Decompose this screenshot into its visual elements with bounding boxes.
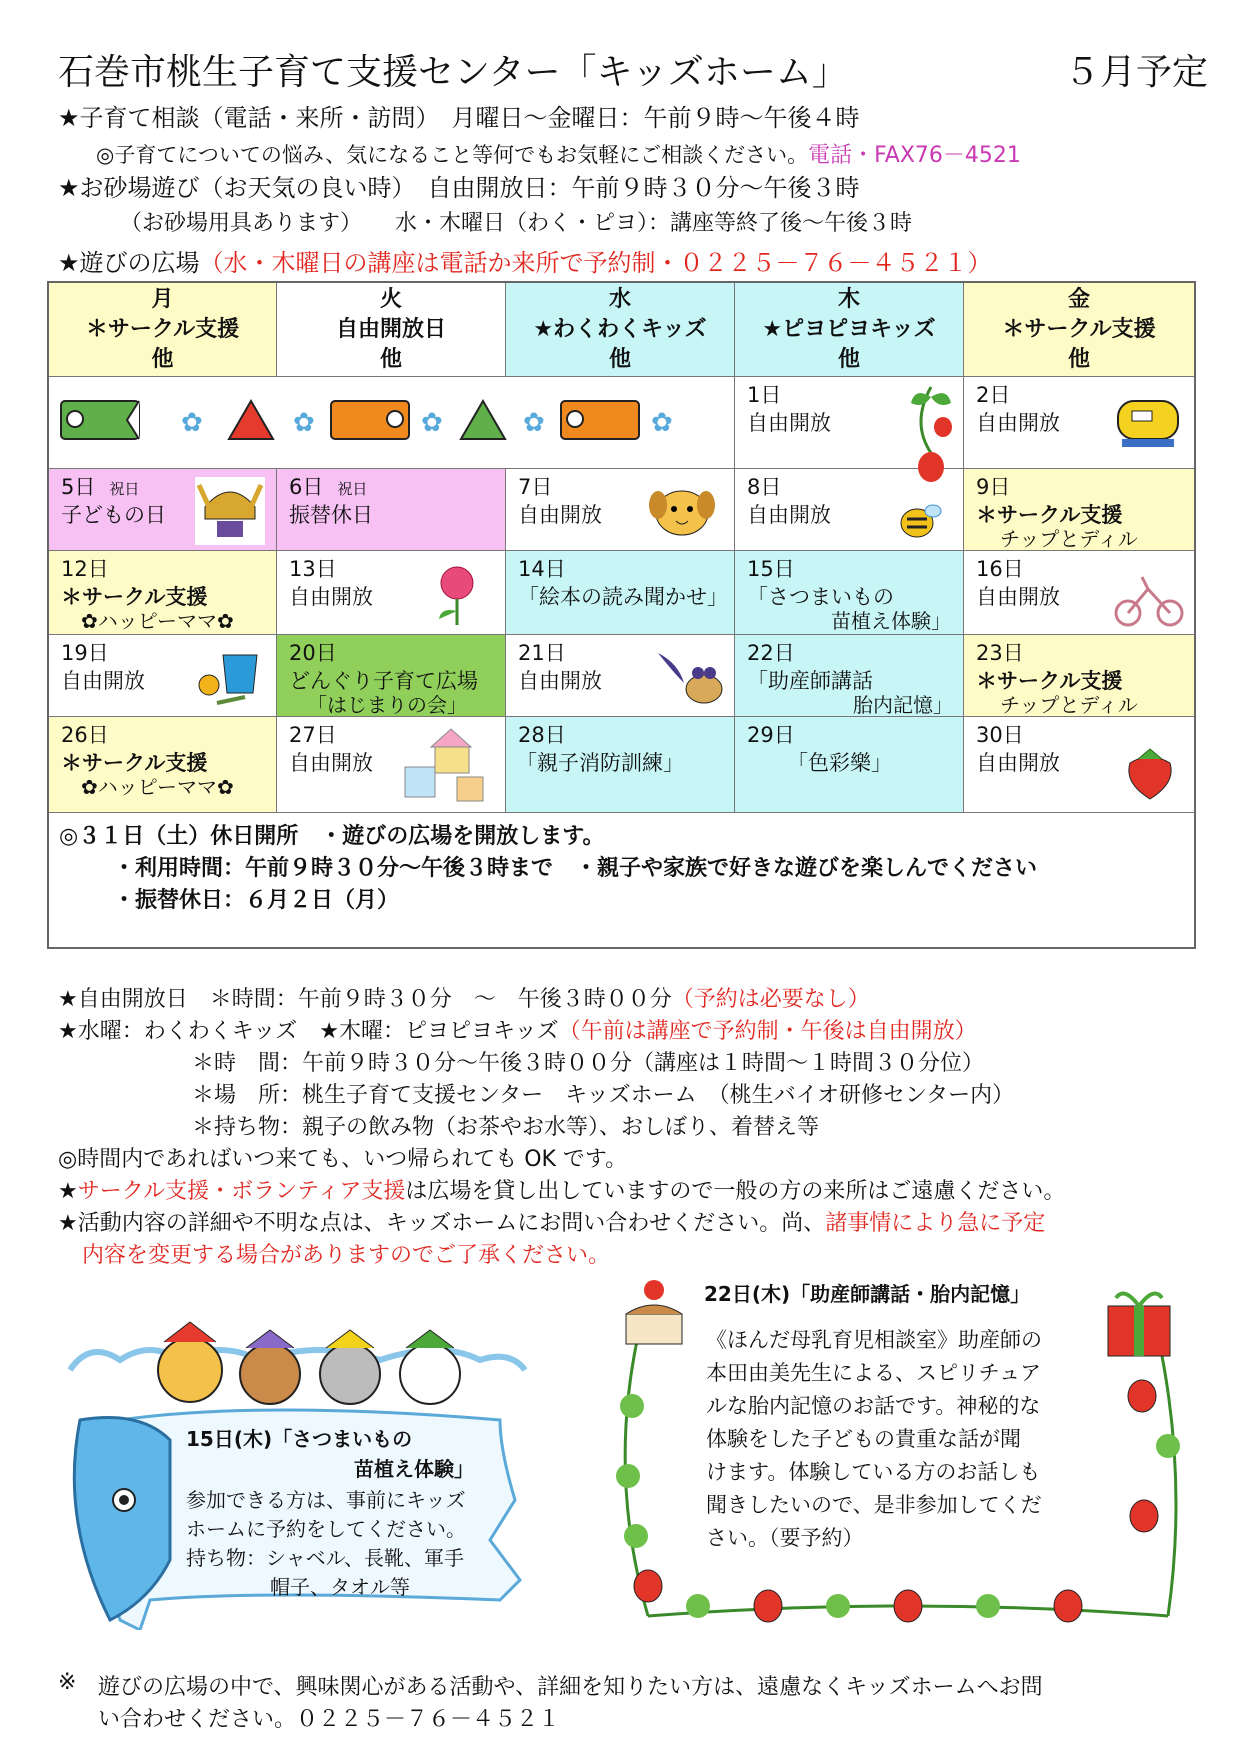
date: 13日	[289, 557, 337, 581]
day-6	[277, 469, 506, 551]
note-kids-programs: ★水曜：わくわくキッズ ★木曜：ピヨピヨキッズ（午前は講座で予約制・午後は自由開放）	[58, 1019, 977, 1044]
header-monday	[49, 283, 277, 377]
day-9	[964, 469, 1194, 551]
center-name: 石巻市桃生子育て支援センター「キッズホーム」	[58, 52, 848, 93]
calendar	[47, 281, 1196, 949]
playground-line	[58, 243, 992, 278]
event: 自由開放	[61, 669, 145, 693]
potato-event-items: 持ち物：シャベル、長靴、軍手	[186, 1546, 464, 1570]
day-29	[735, 717, 964, 813]
midwife-event-line-3: ルな胎内記憶のお話です。神秘的な	[706, 1394, 1041, 1418]
footer-line-2: い合わせください。０２２５－７６－４５２１	[98, 1707, 561, 1732]
day-30	[964, 717, 1194, 813]
date: 27日	[289, 723, 337, 747]
animal-characters-icon	[158, 1322, 460, 1404]
event: 自由開放	[976, 751, 1060, 775]
date: 14日	[518, 557, 566, 581]
samurai-helmet-icon	[195, 477, 265, 545]
date: 28日	[518, 723, 566, 747]
note-circle-support: ★サークル支援・ボランティア支援は広場を貸し出していますので一般の方の来所はご遠慮ください。	[58, 1179, 1066, 1204]
svg-text:✿: ✿	[651, 408, 673, 438]
midwife-event-line-6: 聞きしたいので、是非参加してくだ	[706, 1493, 1042, 1517]
day-other: 他	[151, 347, 174, 372]
day-27	[277, 717, 506, 813]
event: 「さつまいもの	[747, 585, 894, 609]
event: 振替休日	[289, 503, 373, 527]
event-detail: 「はじまりの会」	[307, 693, 467, 717]
potato-event-line-1: 参加できる方は、事前にキッズ	[186, 1488, 466, 1512]
sandbox-line: ★お砂場遊び（お天気の良い時） 自由開放日：午前９時３０分～午後３時	[58, 174, 860, 202]
date: 6日 祝日	[289, 475, 368, 499]
event: 自由開放	[518, 669, 602, 693]
event: 自由開放	[976, 411, 1060, 435]
svg-text:✿: ✿	[181, 408, 203, 438]
date: 12日	[61, 557, 109, 581]
event: 子どもの日	[61, 503, 166, 527]
day-2	[964, 377, 1194, 469]
header-tuesday	[277, 283, 506, 377]
day-5	[49, 469, 277, 551]
svg-text:✿: ✿	[293, 408, 315, 438]
train-icon	[1112, 389, 1184, 453]
date: 21日	[518, 641, 566, 665]
day-22	[735, 635, 964, 717]
potato-event-title-2: 苗植え体験」	[354, 1457, 474, 1481]
consult-line: ★子育て相談（電話・来所・訪問） 月曜日～金曜日：午前９時～午後４時	[58, 104, 860, 132]
day-label: 火	[379, 287, 402, 312]
header-wednesday	[506, 283, 735, 377]
date: 23日	[976, 641, 1024, 665]
date: 2日	[976, 383, 1011, 407]
day-theme: ★ピヨピヨキッズ	[762, 317, 936, 342]
day-20	[277, 635, 506, 717]
day-other: 他	[608, 347, 631, 372]
midwife-event-line-5: けます。体験している方のお話しも	[706, 1460, 1041, 1484]
event: 自由開放	[518, 503, 602, 527]
midwife-event-line-2: 本田由美先生による、スピリチュア	[706, 1361, 1041, 1385]
event: 「助産師講話	[747, 669, 873, 693]
puppy-icon	[646, 479, 720, 541]
strawberry-icon	[1122, 743, 1178, 803]
event: 自由開放	[747, 503, 831, 527]
midwife-event-line-1: 《ほんだ母乳育児相談室》助産師の	[706, 1328, 1042, 1352]
playground-label: ★遊びの広場	[58, 249, 200, 277]
bee-icon	[895, 499, 945, 543]
event-detail: ✿ハッピーママ✿	[81, 609, 234, 633]
blocks-icon	[401, 725, 499, 809]
day-16	[964, 551, 1194, 635]
event: ＊サークル支援	[61, 751, 208, 775]
date: 8日	[747, 475, 782, 499]
date: 5日 祝日	[61, 475, 140, 499]
date: 7日	[518, 475, 553, 499]
event: ＊サークル支援	[61, 585, 208, 609]
event-detail: 胎内記憶」	[853, 693, 953, 717]
header-thursday	[735, 283, 964, 377]
day-28	[506, 717, 735, 813]
day-label: 金	[1067, 287, 1090, 312]
day-other: 他	[379, 347, 402, 372]
note-free-open: ★自由開放日 ＊時間：午前９時３０分 ～ 午後３時００分（予約は必要なし）	[58, 987, 870, 1012]
day-theme: ＊サークル支援	[1002, 317, 1156, 342]
swallow-nest-icon	[654, 643, 726, 713]
note-time: ＊時 間：午前９時３０分～午後３時００分（講座は１時間～１時間３０分位）	[192, 1051, 985, 1076]
month-plan: ５月予定	[1064, 52, 1209, 93]
day-21	[506, 635, 735, 717]
svg-text:✿: ✿	[421, 408, 443, 438]
note-inquiry: ★活動内容の詳細や不明な点は、キッズホームにお問い合わせください。尚、諸事情により急に予定	[58, 1211, 1046, 1236]
potato-event-title-1: 15日(木)「さつまいもの	[186, 1427, 413, 1451]
day-14	[506, 551, 735, 635]
reservation-note: （水・木曜日の講座は電話か来所で予約制・０２２５－７６－４５２１）	[199, 249, 992, 277]
substitute-holiday-note: ・振替休日：６月２日（月）	[113, 888, 400, 913]
date: 9日	[976, 475, 1011, 499]
midwife-event-line-7: さい。（要予約）	[706, 1526, 864, 1550]
date: 1日	[747, 383, 782, 407]
note-items: ＊持ち物：親子の飲み物（お茶やお水等）、おしぼり、着替え等	[192, 1115, 820, 1140]
event: 「親子消防訓練」	[516, 751, 684, 775]
day-7	[506, 469, 735, 551]
footer-mark: ※	[58, 1670, 77, 1695]
event: 自由開放	[976, 585, 1060, 609]
day-theme: 自由開放日	[335, 317, 446, 342]
date: 22日	[747, 641, 795, 665]
day-theme: ＊サークル支援	[85, 317, 240, 342]
event-detail: チップとディル	[1000, 693, 1138, 717]
event: 「色彩樂」	[787, 751, 892, 775]
cake-icon	[626, 1280, 682, 1344]
date: 16日	[976, 557, 1024, 581]
footer-line-1: 遊びの広場の中で、興味関心がある活動や、詳細を知りたい方は、遠慮なくキッズホームへお問	[98, 1675, 1043, 1700]
koinobori-banner	[49, 377, 735, 469]
event-detail: ✿ハッピーママ✿	[81, 775, 234, 799]
sandbox-note: （お砂場用具あります） 水・木曜日（わく・ピヨ）：講座等終了後～午後３時	[120, 211, 913, 236]
event: どんぐり子育て広場	[289, 669, 478, 693]
date: 29日	[747, 723, 795, 747]
event: 「絵本の読み聞かせ」	[518, 585, 728, 609]
open-day-note: ◎３１日（土）休日開所 ・遊びの広場を開放します。	[59, 824, 605, 849]
event-detail: 苗植え体験」	[831, 609, 951, 633]
day-other: 他	[1067, 347, 1090, 372]
day-label: 月	[151, 287, 174, 312]
event: ＊サークル支援	[976, 669, 1123, 693]
tricycle-icon	[1114, 569, 1184, 629]
day-15	[735, 551, 964, 635]
day-label: 水	[608, 287, 631, 312]
consult-note	[96, 138, 1021, 169]
day-label: 木	[837, 287, 860, 312]
day-12	[49, 551, 277, 635]
sand-bucket-icon	[195, 645, 267, 711]
day-19	[49, 635, 277, 717]
date: 19日	[61, 641, 109, 665]
event: 自由開放	[289, 585, 373, 609]
event: 自由開放	[289, 751, 373, 775]
date: 26日	[61, 723, 109, 747]
event-detail: チップとディル	[1000, 527, 1138, 551]
note-anytime: ◎時間内であればいつ来ても、いつ帰られても OK です。	[58, 1147, 628, 1172]
holiday-mark: 祝日	[109, 480, 140, 498]
potato-event-line-2: ホームに予約をしてください。	[186, 1517, 466, 1541]
note-change-warning: 内容を変更する場合がありますのでご了承ください。	[82, 1243, 611, 1268]
midwife-event-title: 22日(木)「助産師講話・胎内記憶」	[704, 1282, 1031, 1306]
gift-box-icon	[1108, 1294, 1170, 1357]
potato-event-items-2: 帽子、タオル等	[270, 1575, 410, 1599]
day-theme: ★わくわくキッズ	[533, 317, 707, 342]
day-23	[964, 635, 1194, 717]
rose-icon	[429, 561, 489, 627]
header-friday	[964, 283, 1194, 377]
date: 20日	[289, 641, 337, 665]
note-place: ＊場 所：桃生子育て支援センター キッズホーム （桃生バイオ研修センター内）	[192, 1083, 1015, 1108]
event: 自由開放	[747, 411, 831, 435]
day-other: 他	[837, 347, 860, 372]
phone-fax: 電話・FAX76－4521	[808, 143, 1021, 168]
day-13	[277, 551, 506, 635]
event: ＊サークル支援	[976, 503, 1123, 527]
date: 15日	[747, 557, 795, 581]
page-title	[58, 44, 1209, 95]
strawberry-stem-icon	[901, 383, 963, 489]
date: 30日	[976, 723, 1024, 747]
calendar-footer	[49, 813, 1194, 947]
midwife-event-line-4: 体験をした子どもの貴重な話が聞	[706, 1427, 1021, 1451]
consult-note-text: ◎子育てについての悩み、気になること等何でもお気軽にご相談ください。	[96, 143, 809, 167]
svg-text:✿: ✿	[523, 408, 545, 438]
day-26	[49, 717, 277, 813]
holiday-mark: 祝日	[337, 480, 368, 498]
hours-note: ・利用時間：午前９時３０分～午後３時まで ・親子や家族で好きな遊びを楽しんでください	[113, 856, 1038, 881]
koinobori-decoration-icon	[49, 377, 735, 469]
